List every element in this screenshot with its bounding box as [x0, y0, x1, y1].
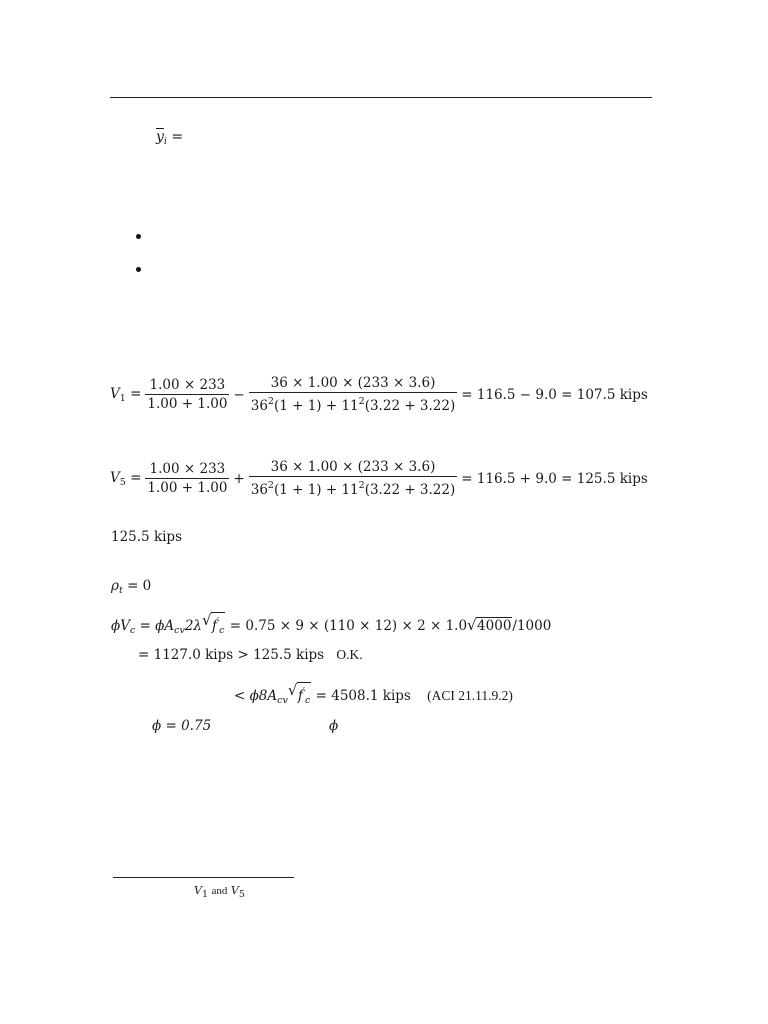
limit-sqrt-fc: √ $f'_c$	[288, 682, 312, 709]
limit-lhs: < ϕ8A	[234, 688, 278, 704]
v1-frac1-num: 1.00 × 233	[145, 376, 229, 395]
v1-operator: −	[233, 386, 245, 403]
phi-vc-equation: $\phi V_c = \phi A_{cv}2\lambda$ √ $f'_c = 0.75 \times 9 \times (110 \times 12) \times 2 \times 1.0$ √ 4000/1000	[111, 612, 551, 639]
v5-fraction-2	[249, 458, 458, 499]
v1-frac2-num: 36 × 1.00 × (233 × 3.6)	[249, 374, 458, 393]
header-rule	[110, 97, 652, 98]
v5-frac2-num: 36 × 1.00 × (233 × 3.6)	[249, 458, 458, 477]
phi-symbol: ϕ	[329, 718, 339, 734]
v5-fraction-1	[145, 460, 229, 497]
v5-frac1-den: 1.00 + 1.00	[147, 480, 228, 496]
rho-subscript: t	[118, 585, 123, 596]
v1-lhs-sub: 1	[119, 392, 126, 404]
v1-lhs: V	[110, 385, 120, 402]
rho-symbol: ρ	[111, 578, 119, 594]
max-shear-value: 125.5 kips	[111, 529, 183, 545]
sqrt-fc: √ $f'_c$	[202, 612, 226, 639]
footnote-text: V1 and V5	[194, 884, 245, 900]
v5-operator: +	[233, 470, 245, 487]
phi-vc-rhs-b: /1000	[512, 618, 552, 634]
v1-rhs: = 116.5 − 9.0 = 107.5 kips	[461, 386, 648, 403]
bullet-2	[136, 267, 141, 272]
v5-frac1-num: 1.00 × 233	[145, 460, 229, 479]
v1-frac1-den: 1.00 + 1.00	[147, 396, 228, 412]
sqrt-4000: √ 4000	[467, 616, 512, 634]
phi-vc-lhs: ϕV	[111, 618, 130, 634]
v5-lhs: V	[110, 469, 120, 486]
v1-fraction-1	[145, 376, 229, 413]
bullet-1	[136, 234, 141, 239]
v1-fraction-2	[249, 374, 458, 415]
rho-rhs: = 0	[127, 578, 152, 594]
phi-value: ϕ = 0.75	[152, 718, 212, 734]
aci-reference: (ACI 21.11.9.2)	[427, 688, 513, 703]
v5-lhs-sub: 5	[119, 476, 126, 488]
check-line	[138, 647, 363, 663]
check-status: O.K.	[336, 647, 363, 662]
ybar-equals: =	[171, 129, 184, 145]
v1-equation: $V_1$ = $\frac{1.00 \times 233}{1.00 + 1.00}$ − $\frac{36 \times 1.00 \times (233 \times 3.6)}{36^2(1 + 1) + 11^2(3.22 + 3.22)}$ = 116.5 − 9.0 = 107.5 kips	[110, 375, 648, 414]
ybar-symbol: $\overline{y}$	[156, 129, 164, 145]
footnote-rule	[113, 877, 294, 878]
v1-frac2-den: $36^2(1 + 1) + 11^2(3.22 + 3.22)$	[250, 396, 456, 414]
v5-rhs: = 116.5 + 9.0 = 125.5 kips	[461, 470, 648, 487]
phi-acv: = ϕA	[139, 618, 175, 634]
ybar-equation	[156, 129, 183, 147]
v5-equation: $V_5$ = $\frac{1.00 \times 233}{1.00 + 1.00}$ + $\frac{36 \times 1.00 \times (233 \times 3.6)}{36^2(1 + 1) + 11^2(3.22 + 3.22)}$ = 116.5 + 9.0 = 125.5 kips	[110, 459, 648, 498]
rho-equation	[111, 578, 151, 596]
v5-frac2-den: $36^2(1 + 1) + 11^2(3.22 + 3.22)$	[250, 480, 456, 498]
check-value: = 1127.0 kips > 125.5 kips	[138, 647, 325, 663]
phi-vc-rhs-a: = 0.75 × 9 × (110 × 12) × 2 × 1.0	[229, 618, 468, 634]
limit-rhs: = 4508.1 kips	[315, 688, 411, 704]
ybar-subscript: i	[163, 136, 167, 147]
limit-line: < $\phi 8A_{cv}$ √ $f'_c = 4508.1$ kips (ACI 21.11.9.2)	[234, 682, 513, 709]
